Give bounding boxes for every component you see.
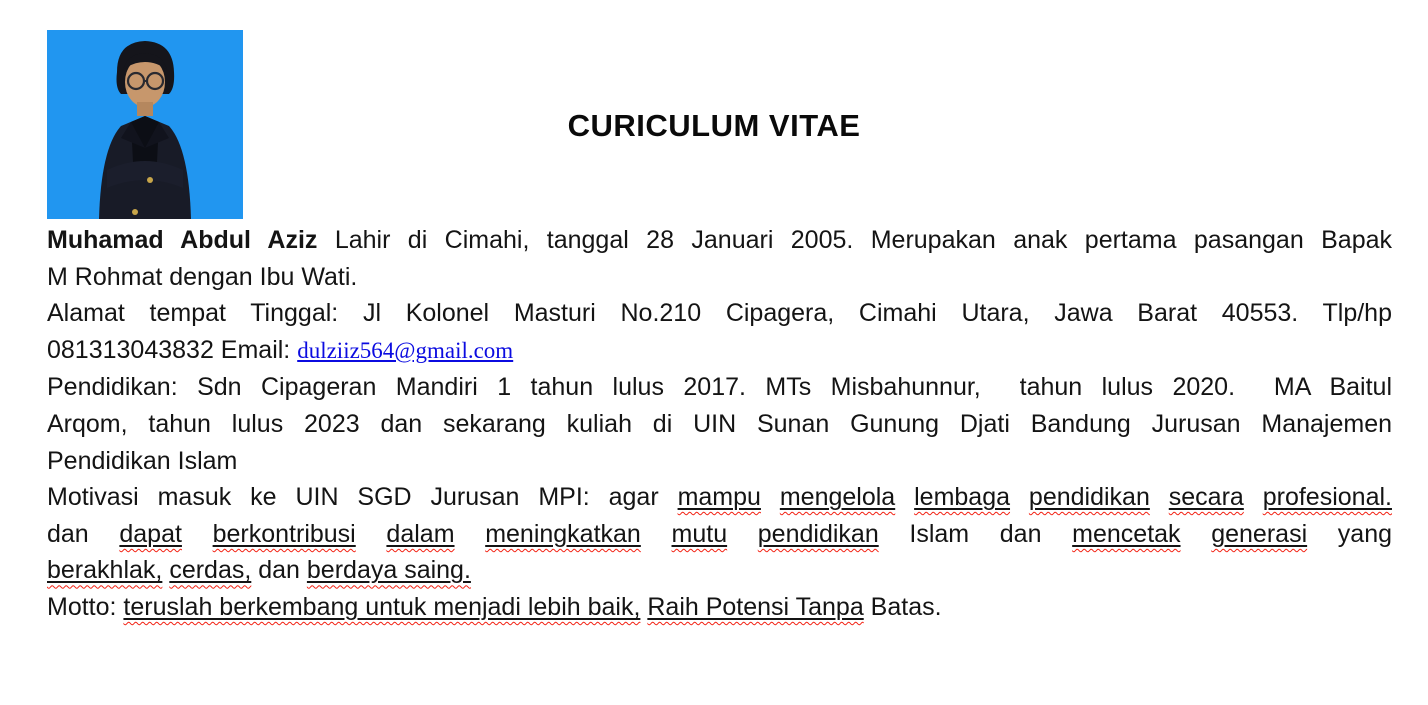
spellcheck-squiggle-text: berkontribusi xyxy=(212,519,356,548)
cv-line: Motivasi masuk ke UIN SGD Jurusan MPI: agar mampu mengelola lembaga pendidikan secara profesional. xyxy=(47,483,1392,512)
underlined-misspelled-text xyxy=(169,556,251,584)
spellcheck-squiggle-text: dalam xyxy=(386,519,455,548)
cv-line: Alamat tempat Tinggal: Jl Kolonel Masturi No.210 Cipagera, Cimahi Utara, Jawa Barat 40553. Tlp/hp xyxy=(47,299,1392,328)
spellcheck-squiggle-text: cerdas, xyxy=(169,556,252,585)
underlined-misspelled-text xyxy=(485,520,641,548)
spellcheck-squiggle-text: mencetak xyxy=(1072,519,1181,548)
underlined-misspelled-text xyxy=(1211,520,1307,548)
spellcheck-squiggle-text: mengelola xyxy=(779,483,896,512)
person-name: Muhamad Abdul Aziz xyxy=(47,226,318,254)
cv-line: Muhamad Abdul Aziz Lahir di Cimahi, tanggal 28 Januari 2005. Merupakan anak pertama pasangan Bapak xyxy=(47,226,1392,254)
underlined-misspelled-text xyxy=(780,483,895,511)
spellcheck-squiggle-text: profesional. xyxy=(1262,483,1392,512)
cv-line: 081313043832 Email: dulziiz564@gmail.com xyxy=(47,335,514,364)
spellcheck-squiggle-text: mampu xyxy=(677,483,761,512)
underlined-misspelled-text xyxy=(213,520,356,548)
underlined-misspelled-text xyxy=(119,520,182,548)
underlined-misspelled-text xyxy=(1029,483,1150,511)
underlined-misspelled-text xyxy=(758,520,879,548)
jacket-button xyxy=(147,177,153,183)
email-link[interactable]: dulziiz564@gmail.com xyxy=(297,337,514,363)
underlined-misspelled-text xyxy=(307,556,471,584)
spellcheck-squiggle-text: generasi xyxy=(1211,519,1308,548)
underlined-misspelled-text xyxy=(672,520,728,548)
underlined-misspelled-text xyxy=(1072,520,1180,548)
spellcheck-squiggle-text: berakhlak, xyxy=(47,556,163,585)
spellcheck-squiggle-text: dapat xyxy=(119,519,182,548)
underlined-misspelled-text xyxy=(386,520,454,548)
document-title: CURICULUM VITAE xyxy=(567,108,861,143)
spellcheck-squiggle-text: teruslah berkembang untuk menjadi lebih baik, xyxy=(123,592,641,621)
cv-line: Arqom, tahun lulus 2023 dan sekarang kuliah di UIN Sunan Gunung Djati Bandung Jurusan Manajemen xyxy=(47,409,1392,438)
cv-line: dan dapat berkontribusi dalam meningkatkan mutu pendidikan Islam dan mencetak generasi yang xyxy=(47,519,1392,548)
spellcheck-squiggle-text: Raih Potensi Tanpa xyxy=(647,592,864,621)
underlined-misspelled-text xyxy=(1263,483,1392,511)
spellcheck-squiggle-text: lembaga xyxy=(914,483,1011,512)
cv-line: M Rohmat dengan Ibu Wati. xyxy=(47,262,358,291)
underlined-misspelled-text xyxy=(647,593,863,621)
cv-line: Pendidikan: Sdn Cipageran Mandiri 1 tahun lulus 2017. MTs Misbahunnur, tahun lulus 2020. MA Baitul xyxy=(47,373,1392,402)
spellcheck-squiggle-text: pendidikan xyxy=(1028,483,1150,512)
cv-line: Motto: teruslah berkembang untuk menjadi lebih baik, Raih Potensi Tanpa Batas. xyxy=(47,592,942,621)
underlined-misspelled-text xyxy=(678,483,761,511)
underlined-misspelled-text xyxy=(47,556,162,584)
underlined-misspelled-text xyxy=(1169,483,1244,511)
spellcheck-squiggle-text: pendidikan xyxy=(757,519,879,548)
spellcheck-squiggle-text: berdaya saing. xyxy=(306,556,471,585)
spellcheck-squiggle-text: mutu xyxy=(671,519,728,548)
underlined-misspelled-text xyxy=(123,593,640,621)
spellcheck-squiggle-text: secara xyxy=(1168,483,1244,512)
underlined-misspelled-text xyxy=(914,483,1010,511)
jacket-button-2 xyxy=(132,209,138,215)
cv-line: berakhlak, cerdas, dan berdaya saing. xyxy=(47,556,471,585)
cv-line: Pendidikan Islam xyxy=(47,446,238,475)
spellcheck-squiggle-text: meningkatkan xyxy=(485,519,641,548)
cv-body xyxy=(47,222,1392,626)
